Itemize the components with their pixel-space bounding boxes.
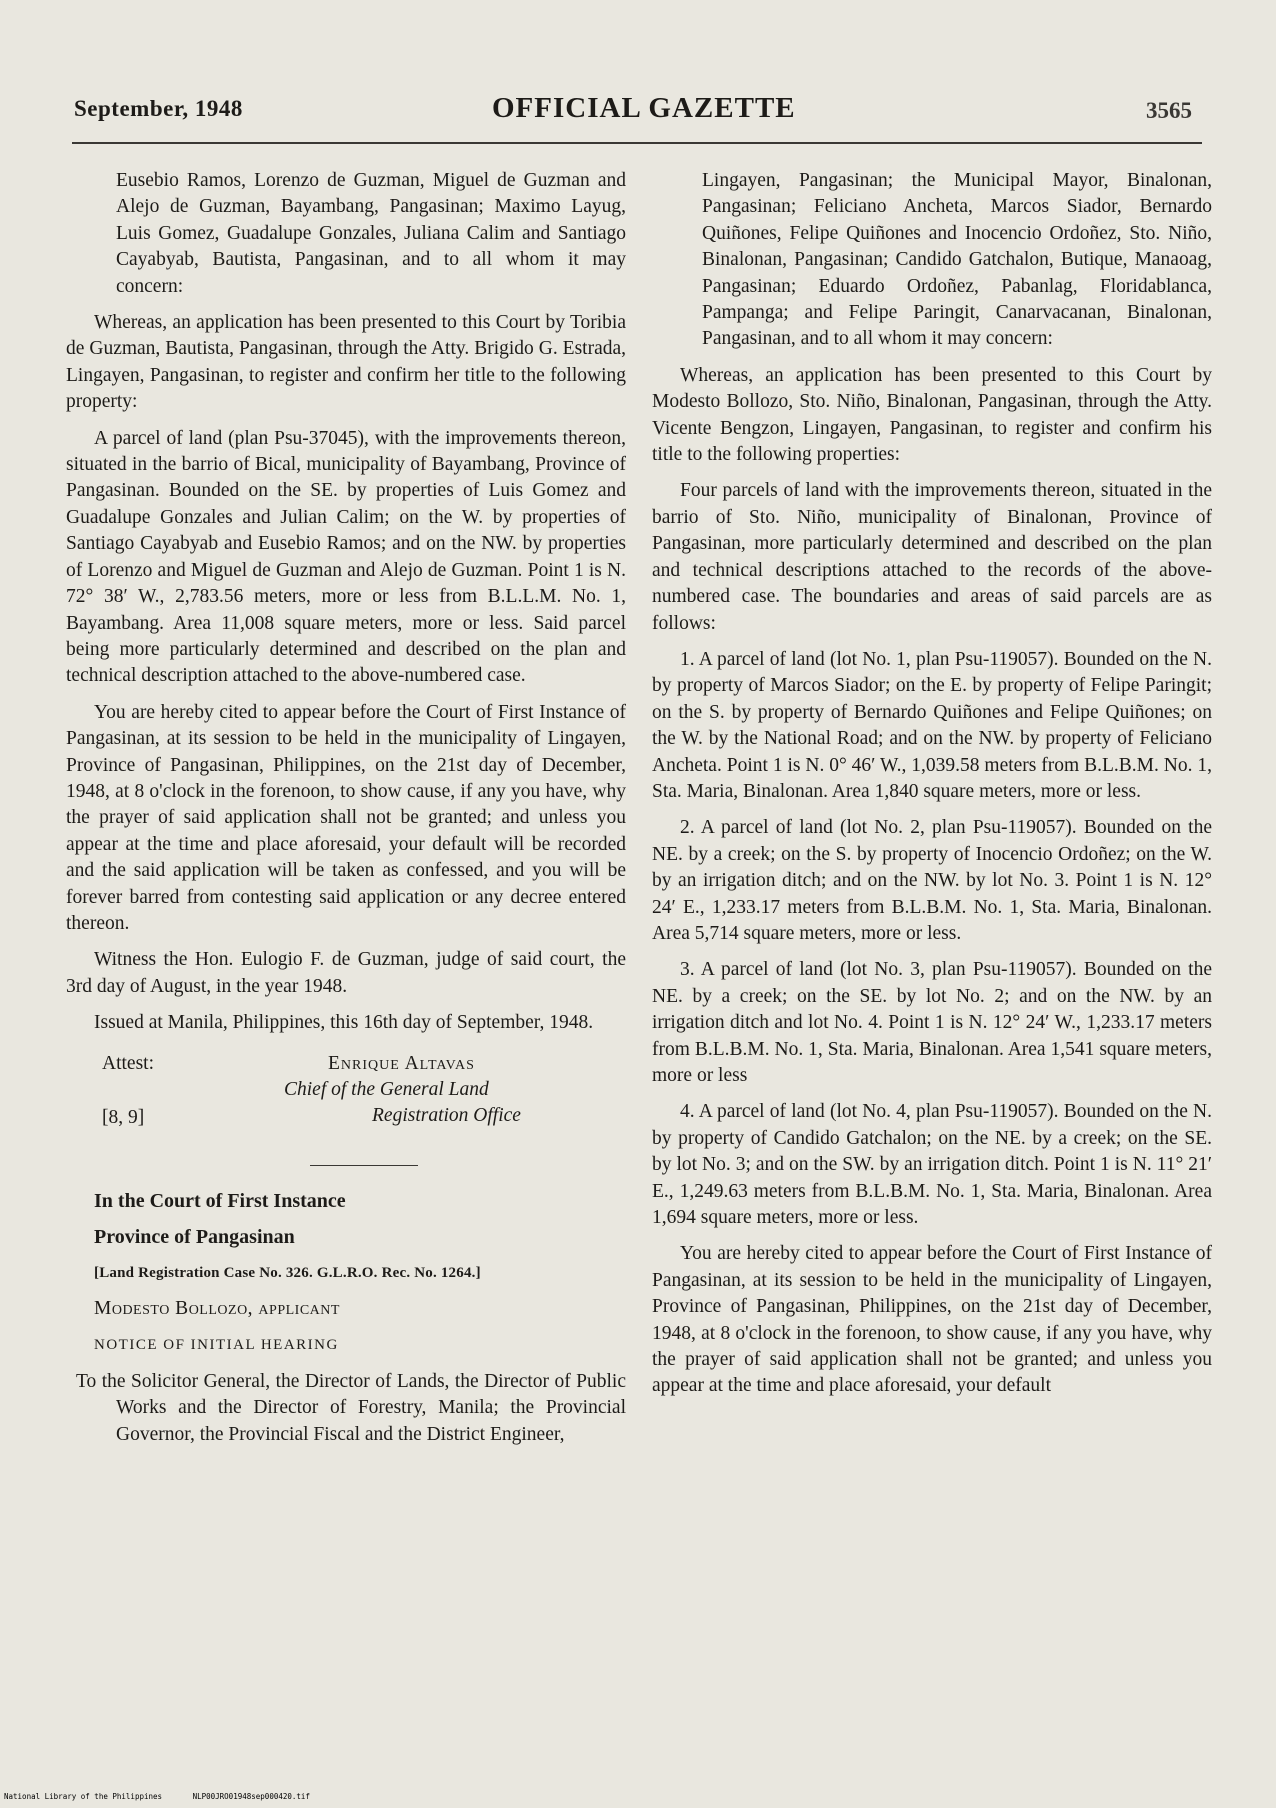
witness-paragraph: Witness the Hon. Eulogio F. de Guzman, judge of said court, the 3rd day of August, in the year 1948. <box>66 949 626 997</box>
parcel-lot-4: 4. A parcel of land (lot No. 4, plan Psu-119057). Bounded on the N. by property of Candido Gatchalon; on the NE. by a creek; on the SE. by lot No. 3; and on the SW. by an irrigation ditch. Point 1 is N. 11° 21′ E., 1,249.63 meters from B.L.B.M. No. 1, Sta. Maria, Binalonan. Area 1,694 square meters, more or less. <box>652 1101 1212 1229</box>
addressee-continuation: Eusebio Ramos, Lorenzo de Guzman, Miguel de Guzman and Alejo de Guzman, Bayambang, Pangasinan; Maximo Layug, Luis Gomez, Guadalupe Gonzales, Juliana Calim and Santiago Cayabyab, Bautista, Pangasinan, and to all whom it may concern: <box>116 170 626 297</box>
running-head <box>72 92 1202 132</box>
attest-signatory: Enrique Altavas <box>328 1052 475 1074</box>
applicant-line: Modesto Bollozo, applicant <box>94 1298 340 1319</box>
parcel-description: A parcel of land (plan Psu-37045), with the improvements thereon, situated in the barrio of Bical, municipality of Bayambang, Province of Pangasinan. Bounded on the SE. by properties of Luis Gomez and Guadalupe Gonzales and Julian Calim; on the W. by properties of Santiago Cayabyab and Eusebio Ramos; and on the NW. by properties of Lorenzo and Miguel de Guzman and Alejo de Guzman. Point 1 is N. 72° 38′ W., 2,783.56 meters, more or less from B.L.L.M. No. 1, Bayambang. Area 11,008 square meters, more or less. Said parcel being more particularly determined and described on the plan and technical description attached to the above-numbered case. <box>66 427 626 687</box>
notice-title: NOTICE OF INITIAL HEARING <box>94 1337 339 1354</box>
citation-paragraph: You are hereby cited to appear before the Court of First Instance of Pangasinan, at its session to be held in the municipality of Lingayen, Province of Pangasinan, Philippines, on the 21st day of December, 1948, at 8 o'clock in the forenoon, to show cause, if any you have, why the prayer of said application shall not be granted; and unless you appear at the time and place aforesaid, your default <box>652 1243 1212 1397</box>
issued-paragraph: Issued at Manila, Philippines, this 16th day of September, 1948. <box>94 1012 594 1034</box>
addressees-paragraph: To the Solicitor General, the Director of Lands, the Director of Public Works and the Director of Forestry, Manila; the Provincial Governor, the Provincial Fiscal and the District Engineer, <box>76 1370 626 1445</box>
issue-date: September, 1948 <box>74 96 243 121</box>
scan-footer <box>4 1792 336 1801</box>
province-heading: Province of Pangasinan <box>94 1225 295 1248</box>
parcel-lot-1: 1. A parcel of land (lot No. 1, plan Psu-119057). Bounded on the N. by property of Marcos Siador; on the E. by property of Felipe Paringit; on the S. by property of Bernardo Quiñones and Felipe Quiñones; on the W. by the National Road; and on the NW. by property of Feliciano Ancheta. Point 1 is N. 0° 46′ W., 1,039.58 meters from B.L.B.M. No. 1, Sta. Maria, Binalonan. Area 1,840 square meters, more or less. <box>652 648 1212 802</box>
page-number: 3565 <box>1146 98 1192 123</box>
footer-filename: NLP00JRO01948sep000420.tif <box>192 1792 310 1801</box>
left-column <box>66 168 626 1458</box>
addressees-continuation: Lingayen, Pangasinan; the Municipal Mayor, Binalonan, Pangasinan; Feliciano Ancheta, Marcos Siador, Bernardo Quiñones, Felipe Quiñones and Inocencio Ordoñez, Sto. Niño, Binalonan, Pangasinan; Candido Gatchalon, Butique, Manaoag, Pangasinan; Eduardo Ordoñez, Pabanlag, Floridablanca, Pampanga; and Felipe Paringit, Canarvacanan, Binalonan, Pangasinan, and to all whom it may concern: <box>702 170 1212 350</box>
parcel-lot-3: 3. A parcel of land (lot No. 3, plan Psu-119057). Bounded on the NE. by a creek; on the SE. by lot No. 2; and on the NW. by an irrigation ditch and lot No. 4. Point 1 is N. 12° 24′ W., 1,233.17 meters from B.L.B.M. No. 1, Sta. Maria, Binalonan. Area 1,541 square meters, more or less <box>652 959 1212 1086</box>
attest-label: Attest: <box>102 1052 154 1074</box>
header-rule <box>72 142 1202 144</box>
case-number: [Land Registration Case No. 326. G.L.R.O. Rec. No. 1264.] <box>94 1264 481 1281</box>
attest-reference: [8, 9] <box>102 1106 145 1128</box>
attest-title-line1: Chief of the General Land <box>284 1078 489 1100</box>
whereas-paragraph: Whereas, an application has been presented to this Court by Toribia de Guzman, Bautista, Pangasinan, through the Atty. Brigido G. Estrada, Lingayen, Pangasinan, to register and confirm her title to the following property: <box>66 312 626 413</box>
whereas-paragraph: Whereas, an application has been presented to this Court by Modesto Bollozo, Sto. Niño, Binalonan, Pangasinan, through the Atty. Vicente Bengzon, Lingayen, Pangasinan, to register and confirm his title to the following properties: <box>652 364 1212 466</box>
citation-paragraph: You are hereby cited to appear before the Court of First Instance of Pangasinan, at its session to be held in the municipality of Lingayen, Province of Pangasinan, Philippines, on the 21st day of December, 1948, at 8 o'clock in the forenoon, to show cause, if any you have, why the prayer of said application shall not be granted; and unless you appear at the time and place aforesaid, your default will be recorded and the said application will be taken as confessed, and you will be forever barred from contesting said application or any decree entered thereon. <box>66 701 626 934</box>
attest-title-line2: Registration Office <box>372 1104 521 1126</box>
parcels-intro: Four parcels of land with the improvements thereon, situated in the barrio of Sto. Niño, municipality of Binalonan, Province of Pangasinan, more particularly determined and described on the plan and technical descriptions attached to the records of the above-numbered case. The boundaries and areas of said parcels are as follows: <box>652 480 1212 634</box>
section-divider <box>310 1165 418 1166</box>
parcel-lot-2: 2. A parcel of land (lot No. 2, plan Psu-119057). Bounded on the NE. by a creek; on the S. by property of Inocencio Ordoñez; on the W. by an irrigation ditch; and on the NW. by lot No. 3. Point 1 is N. 12° 24′ E., 1,233.17 meters from B.L.B.M. No. 1, Sta. Maria, Binalonan. Area 5,714 square meters, more or less. <box>652 817 1212 944</box>
attestation <box>66 1047 626 1147</box>
publication-title: OFFICIAL GAZETTE <box>492 92 796 124</box>
court-heading: In the Court of First Instance <box>94 1189 346 1212</box>
right-column <box>652 168 1212 1410</box>
footer-source: National Library of the Philippines <box>4 1792 163 1801</box>
